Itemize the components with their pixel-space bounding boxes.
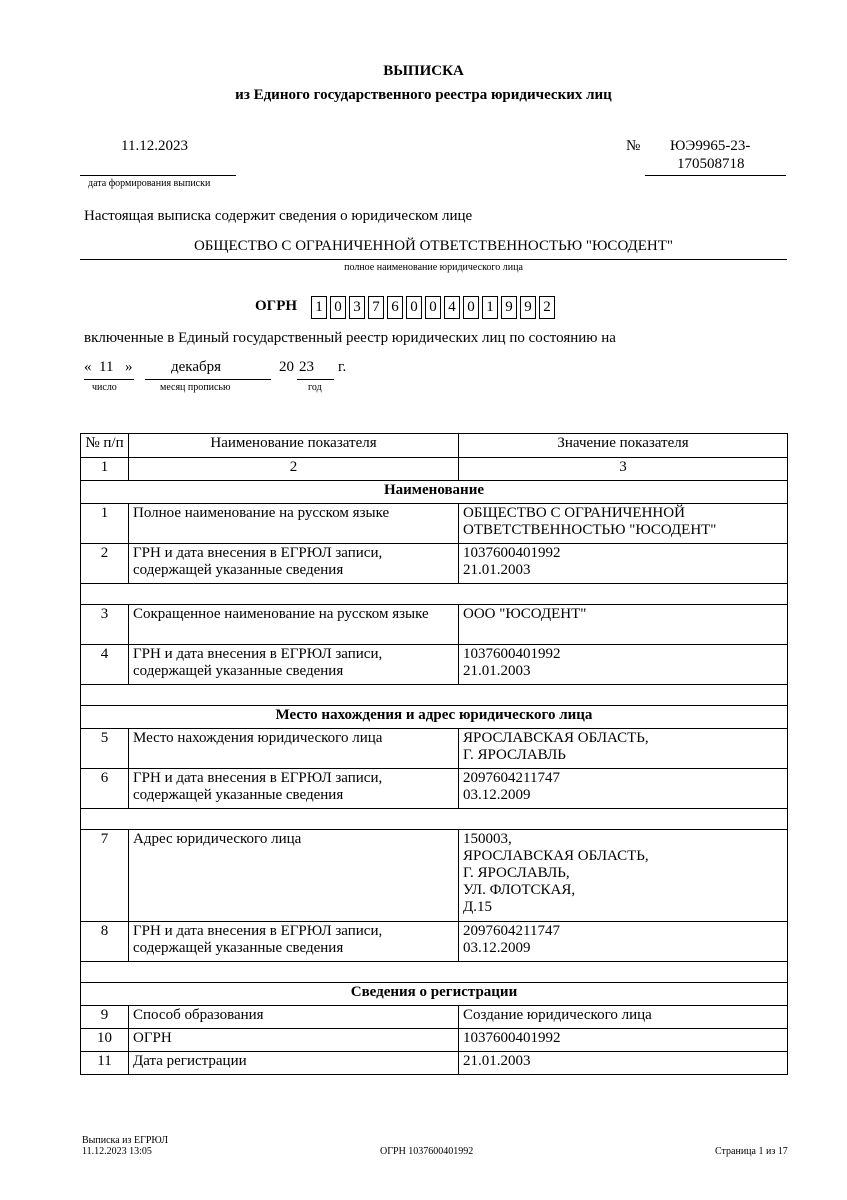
spacer-cell bbox=[81, 809, 788, 830]
date-caption: дата формирования выписки bbox=[88, 178, 211, 189]
day-underline bbox=[84, 379, 134, 380]
grn-value: 2097604211747 bbox=[463, 923, 560, 939]
ogrn-label: ОГРН bbox=[255, 298, 298, 314]
ogrn-digit: 1 bbox=[311, 296, 327, 319]
column-number: 2 bbox=[129, 458, 459, 481]
spacer-row bbox=[81, 962, 788, 983]
row-label: Способ образования bbox=[129, 1006, 459, 1029]
grn-date: 21.01.2003 bbox=[463, 562, 531, 578]
full-name-underline bbox=[80, 259, 787, 260]
day-caption: число bbox=[92, 382, 117, 393]
spacer-cell bbox=[81, 584, 788, 605]
location-region: ЯРОСЛАВСКАЯ ОБЛАСТЬ, bbox=[463, 730, 649, 746]
row-label: ГРН и дата внесения в ЕГРЮЛ записи, содержащей указанные сведения bbox=[129, 769, 459, 809]
column-numbering-row bbox=[81, 458, 788, 481]
ogrn-digit: 0 bbox=[425, 296, 441, 319]
row-value: 21.01.2003 bbox=[459, 1052, 788, 1075]
table-row bbox=[81, 605, 788, 645]
row-label: ГРН и дата внесения в ЕГРЮЛ записи, содержащей указанные сведения bbox=[129, 544, 459, 584]
grn-date: 21.01.2003 bbox=[463, 663, 531, 679]
row-number: 9 bbox=[81, 1006, 129, 1029]
section-title-registration: Сведения о регистрации bbox=[81, 983, 788, 1006]
ogrn-digit: 0 bbox=[406, 296, 422, 319]
row-value bbox=[459, 645, 788, 685]
row-label: ОГРН bbox=[129, 1029, 459, 1052]
row-value: ОБЩЕСТВО С ОГРАНИЧЕННОЙ ОТВЕТСТВЕННОСТЬЮ "ЮСОДЕНТ" bbox=[459, 504, 788, 544]
state-day: 11 bbox=[99, 359, 114, 375]
row-number: 7 bbox=[81, 830, 129, 922]
row-value bbox=[459, 544, 788, 584]
table-header-row bbox=[81, 434, 788, 458]
table-row bbox=[81, 830, 788, 922]
spacer-cell bbox=[81, 685, 788, 706]
address-line: Г. ЯРОСЛАВЛЬ, bbox=[463, 865, 570, 881]
ogrn-digit: 6 bbox=[387, 296, 403, 319]
location-city: Г. ЯРОСЛАВЛЬ bbox=[463, 747, 566, 763]
full-name-caption: полное наименование юридического лица bbox=[344, 262, 523, 273]
row-number: 3 bbox=[81, 605, 129, 645]
footer-left bbox=[82, 1135, 168, 1157]
grn-value: 1037600401992 bbox=[463, 545, 561, 561]
row-number: 4 bbox=[81, 645, 129, 685]
row-value bbox=[459, 922, 788, 962]
header-number: № п/п bbox=[81, 434, 129, 458]
open-quote: « bbox=[84, 359, 92, 375]
row-label: Сокращенное наименование на русском языке bbox=[129, 605, 459, 645]
row-value bbox=[459, 769, 788, 809]
row-label: Полное наименование на русском языке bbox=[129, 504, 459, 544]
table-row bbox=[81, 1029, 788, 1052]
document-subtitle: из Единого государственного реестра юридических лиц bbox=[235, 87, 612, 103]
footer-ogrn: ОГРН 1037600401992 bbox=[380, 1146, 474, 1157]
row-value bbox=[459, 830, 788, 922]
extract-number-line2: 170508718 bbox=[677, 156, 745, 172]
section-title-name: Наименование bbox=[81, 481, 788, 504]
year-suffix: 23 bbox=[299, 359, 314, 375]
state-month: декабря bbox=[171, 359, 222, 375]
row-value bbox=[459, 729, 788, 769]
footer-timestamp: 11.12.2023 13:05 bbox=[82, 1146, 152, 1157]
table-row bbox=[81, 1006, 788, 1029]
column-number: 1 bbox=[81, 458, 129, 481]
row-label: ГРН и дата внесения в ЕГРЮЛ записи, содержащей указанные сведения bbox=[129, 645, 459, 685]
row-number: 11 bbox=[81, 1052, 129, 1075]
row-value: 1037600401992 bbox=[459, 1029, 788, 1052]
row-value: Создание юридического лица bbox=[459, 1006, 788, 1029]
address-line: 150003, bbox=[463, 831, 512, 847]
ogrn-digit: 0 bbox=[330, 296, 346, 319]
table-row bbox=[81, 922, 788, 962]
row-label: Место нахождения юридического лица bbox=[129, 729, 459, 769]
row-number: 1 bbox=[81, 504, 129, 544]
ogrn-digit: 9 bbox=[520, 296, 536, 319]
spacer-row bbox=[81, 809, 788, 830]
ogrn-digit: 9 bbox=[501, 296, 517, 319]
table-row bbox=[81, 504, 788, 544]
number-sign: № bbox=[626, 138, 641, 154]
entity-full-name: ОБЩЕСТВО С ОГРАНИЧЕННОЙ ОТВЕТСТВЕННОСТЬЮ "ЮСОДЕНТ" bbox=[193, 238, 674, 254]
ogrn-digit: 4 bbox=[444, 296, 460, 319]
address-line: Д.15 bbox=[463, 899, 492, 915]
table-row bbox=[81, 769, 788, 809]
row-number: 5 bbox=[81, 729, 129, 769]
table-row bbox=[81, 544, 788, 584]
spacer-cell bbox=[81, 962, 788, 983]
ogrn-digit: 7 bbox=[368, 296, 384, 319]
row-number: 6 bbox=[81, 769, 129, 809]
table-row bbox=[81, 645, 788, 685]
table-row bbox=[81, 729, 788, 769]
section-row bbox=[81, 983, 788, 1006]
spacer-row bbox=[81, 685, 788, 706]
ogrn-digit: 0 bbox=[463, 296, 479, 319]
header-indicator-name: Наименование показателя bbox=[129, 434, 459, 458]
address-line: УЛ. ФЛОТСКАЯ, bbox=[463, 882, 576, 898]
ogrn-digit: 2 bbox=[539, 296, 555, 319]
section-title-location: Место нахождения и адрес юридического лица bbox=[81, 706, 788, 729]
number-underline bbox=[645, 175, 786, 176]
grn-value: 1037600401992 bbox=[463, 646, 561, 662]
row-number: 10 bbox=[81, 1029, 129, 1052]
column-number: 3 bbox=[459, 458, 788, 481]
register-table bbox=[80, 433, 788, 1075]
close-quote: » bbox=[125, 359, 133, 375]
page-counter: Страница 1 из 17 bbox=[715, 1146, 788, 1157]
year-caption: год bbox=[308, 382, 322, 393]
spacer-row bbox=[81, 584, 788, 605]
grn-value: 2097604211747 bbox=[463, 770, 560, 786]
row-label: ГРН и дата внесения в ЕГРЮЛ записи, содержащей указанные сведения bbox=[129, 922, 459, 962]
document-title: ВЫПИСКА bbox=[383, 63, 464, 79]
date-underline bbox=[80, 175, 236, 176]
grn-date: 03.12.2009 bbox=[463, 940, 531, 956]
month-underline bbox=[145, 379, 271, 380]
month-caption: месяц прописью bbox=[160, 382, 231, 393]
state-text: включенные в Единый государственный реестр юридических лиц по состоянию на bbox=[84, 330, 616, 346]
section-row bbox=[81, 481, 788, 504]
year-underline bbox=[297, 379, 334, 380]
footer-doc-name: Выписка из ЕГРЮЛ bbox=[82, 1135, 168, 1146]
row-number: 2 bbox=[81, 544, 129, 584]
row-number: 8 bbox=[81, 922, 129, 962]
header-indicator-value: Значение показателя bbox=[459, 434, 788, 458]
table-row bbox=[81, 1052, 788, 1075]
address-line: ЯРОСЛАВСКАЯ ОБЛАСТЬ, bbox=[463, 848, 649, 864]
intro-text: Настоящая выписка содержит сведения о юридическом лице bbox=[84, 208, 473, 224]
year-prefix: 20 bbox=[279, 359, 294, 375]
row-value: ООО "ЮСОДЕНТ" bbox=[459, 605, 788, 645]
grn-date: 03.12.2009 bbox=[463, 787, 531, 803]
year-unit: г. bbox=[338, 359, 347, 375]
ogrn-digit: 3 bbox=[349, 296, 365, 319]
section-row bbox=[81, 706, 788, 729]
row-label: Адрес юридического лица bbox=[129, 830, 459, 922]
extract-date: 11.12.2023 bbox=[121, 138, 188, 154]
row-label: Дата регистрации bbox=[129, 1052, 459, 1075]
ogrn-digit: 1 bbox=[482, 296, 498, 319]
extract-number-line1: ЮЭ9965-23- bbox=[670, 138, 751, 154]
